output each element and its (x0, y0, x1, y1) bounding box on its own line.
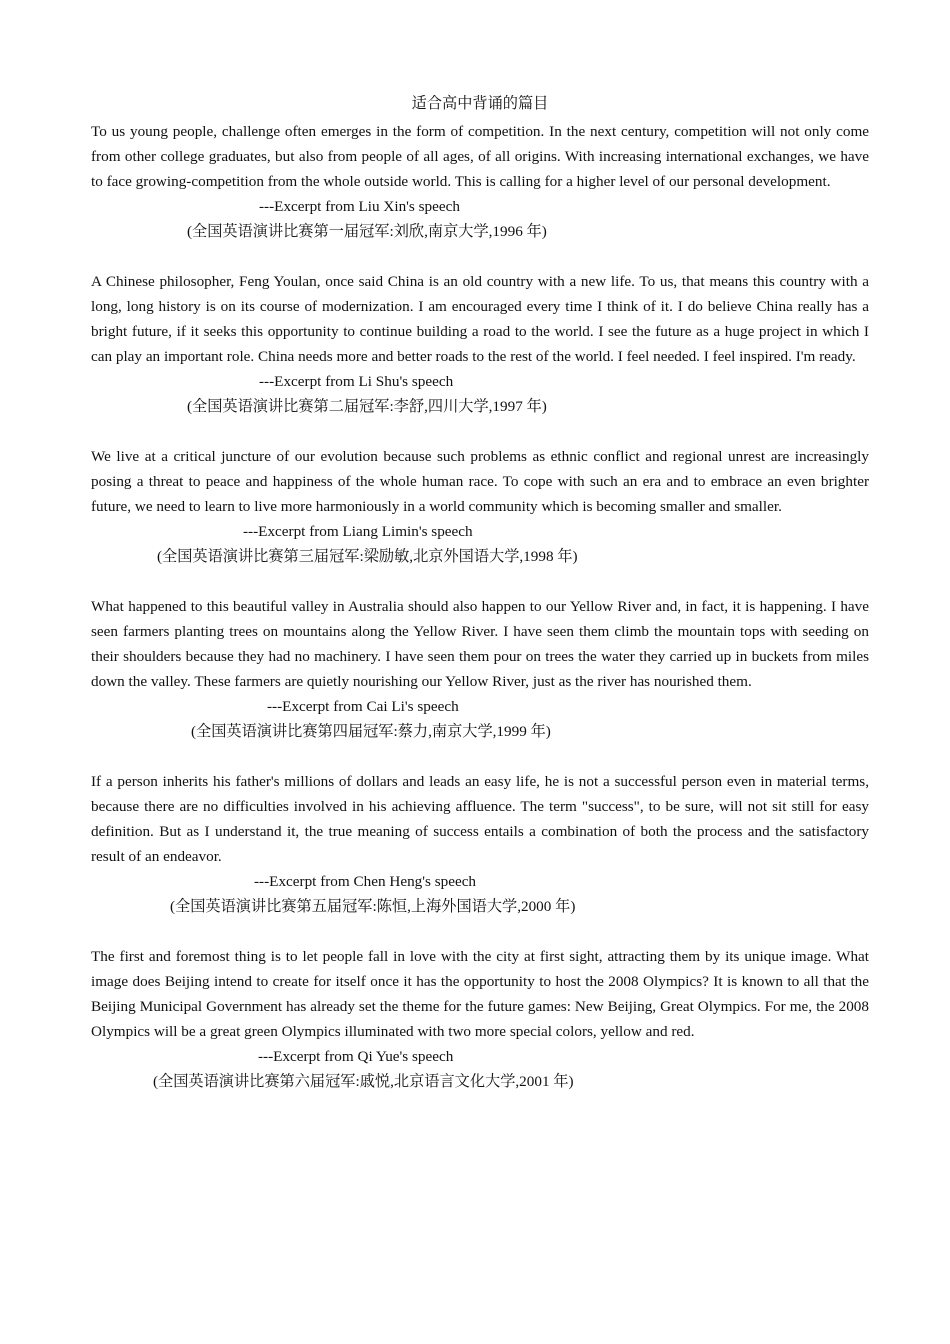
speech-paragraph: We live at a critical juncture of our evolution because such problems as ethnic conflict and regional unrest are increasingly posing a threat to peace and happiness of the whole human race. To cope with such an era and to embrace an even brighter future, we need to learn to live more harmoniously in a world community which is becoming smaller and smaller. (91, 448, 869, 515)
speech-paragraph: To us young people, challenge often emerges in the form of competition. In the next century, competition will not only come from other college graduates, but also from people of all ages, of all origins. With increasing international exchanges, we have to face growing-competition from the whole outside world. This is calling for a higher level of our personal development. (91, 123, 869, 190)
speech-section-6 (91, 944, 869, 1094)
speech-section-2 (91, 269, 869, 419)
champion-note: (全国英语演讲比赛第一届冠军:刘欣,南京大学,1996 年) (187, 223, 547, 240)
excerpt-attribution: ---Excerpt from Qi Yue's speech (258, 1048, 454, 1065)
champion-note: (全国英语演讲比赛第六届冠军:戚悦,北京语言文化大学,2001 年) (153, 1073, 574, 1090)
page-title: 适合高中背诵的篇目 (411, 95, 549, 112)
speech-paragraph: What happened to this beautiful valley in Australia should also happen to our Yellow River and, in fact, it is happening. I have seen farmers planting trees on mountains along the Yellow River. I have seen them climb the mountain tops with seeding on their shoulders because they had no machinery. I have seen them pour on trees the water they carried up in buckets from miles down the valley. These farmers are quietly nourishing our Yellow River, just as the river has nourished them. (91, 598, 869, 690)
speech-section-4 (91, 594, 869, 744)
speech-section-3 (91, 444, 869, 569)
speech-section-5 (91, 769, 869, 919)
excerpt-attribution: ---Excerpt from Liu Xin's speech (259, 198, 460, 215)
speech-paragraph: A Chinese philosopher, Feng Youlan, once said China is an old country with a new life. To us, that means this country with a long, long history is on its course of modernization. I am encouraged every time I think of it. I do believe China really has a bright future, if it seeks this opportunity to continue building a road to the world. I see the future as a huge project in which I can play an important role. China needs more and better roads to the rest of the world. I feel needed. I feel inspired. I'm ready. (91, 273, 869, 365)
speech-paragraph: If a person inherits his father's millions of dollars and leads an easy life, he is not a successful person even in material terms, because there are no difficulties involved in his achieving affluence. The term "success", to be sure, will not sit still for easy definition. But as I understand it, the true meaning of success entails a combination of both the process and the satisfactory result of an endeavor. (91, 773, 869, 865)
champion-note: (全国英语演讲比赛第五届冠军:陈恒,上海外国语大学,2000 年) (170, 898, 576, 915)
speech-paragraph: The first and foremost thing is to let people fall in love with the city at first sight, attracting them by its unique image. What image does Beijing intend to create for itself once it has the opportunity to host the 2008 Olympics? It is known to all that the Beijing Municipal Government has already set the theme for the future games: New Beijing, Great Olympics. For me, the 2008 Olympics will be a great green Olympics illuminated with two more special colors, yellow and red. (91, 948, 869, 1040)
champion-note: (全国英语演讲比赛第三届冠军:梁励敏,北京外国语大学,1998 年) (157, 548, 578, 565)
champion-note: (全国英语演讲比赛第二届冠军:李舒,四川大学,1997 年) (187, 398, 547, 415)
excerpt-attribution: ---Excerpt from Chen Heng's speech (254, 873, 477, 890)
excerpt-attribution: ---Excerpt from Cai Li's speech (267, 698, 459, 715)
champion-note: (全国英语演讲比赛第四届冠军:蔡力,南京大学,1999 年) (191, 723, 551, 740)
speech-section-1 (91, 119, 869, 244)
document-page (91, 93, 869, 1119)
excerpt-attribution: ---Excerpt from Li Shu's speech (259, 373, 454, 390)
excerpt-attribution: ---Excerpt from Liang Limin's speech (243, 523, 473, 540)
